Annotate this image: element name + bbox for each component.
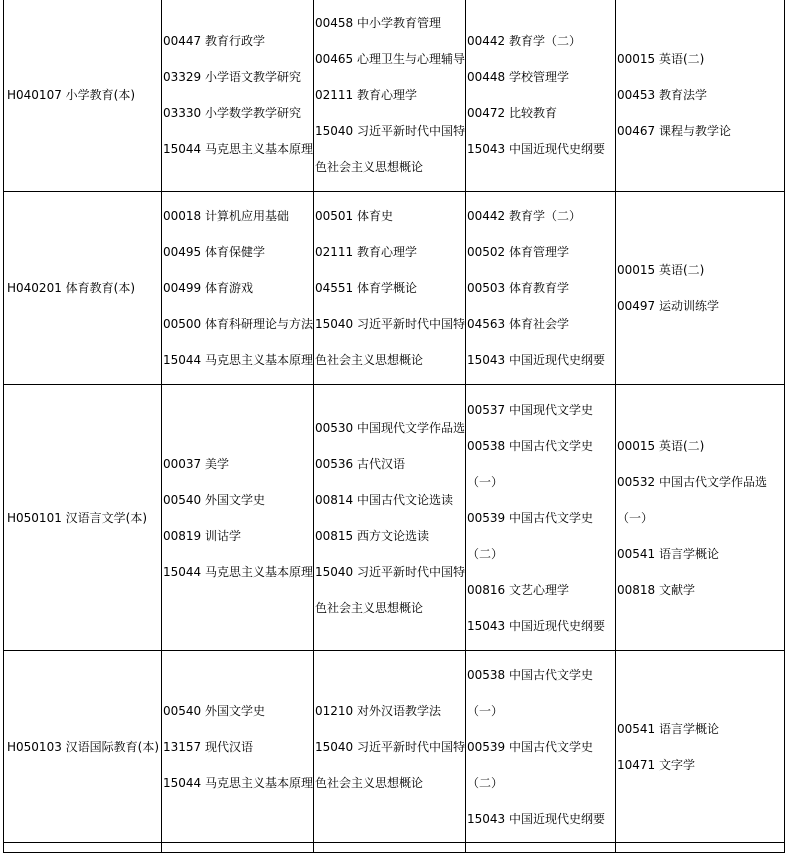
course-line: 00502 体育管理学: [467, 245, 569, 259]
course-line: 00497 运动训练学: [617, 299, 719, 313]
course-line: （一）: [467, 703, 504, 718]
course-line: 00467 课程与教学论: [617, 124, 731, 138]
course-line: 15043 中国近现代史纲要: [467, 618, 605, 633]
course-line: 00539 中国古代文学史: [467, 739, 593, 754]
course-line: 00018 计算机应用基础: [163, 209, 289, 223]
course-line: 00472 比较教育: [467, 106, 557, 120]
course-line: 00442 教育学（二）: [467, 209, 581, 223]
course-line: 色社会主义思想概论: [315, 353, 424, 367]
course-line: 00015 英语(二): [617, 52, 705, 66]
course-line: 00819 训诂学: [163, 528, 241, 543]
course-cell: [314, 192, 466, 385]
course-line: 00465 心理卫生与心理辅导: [315, 52, 465, 66]
course-line: 00532 中国古代文学作品选: [617, 474, 767, 489]
course-line: 00037 美学: [163, 456, 229, 471]
course-line: 00453 教育法学: [617, 88, 707, 102]
course-line: 00442 教育学（二）: [467, 34, 581, 48]
course-line: 00818 文献学: [617, 582, 695, 597]
course-line: （一）: [617, 510, 654, 525]
course-line: 色社会主义思想概论: [315, 600, 424, 615]
course-line: 03330 小学数学教学研究: [163, 106, 301, 120]
course-line: 04551 体育学概论: [315, 281, 417, 295]
course-line: 15040 习近平新时代中国特: [315, 317, 465, 331]
course-cell: [466, 651, 616, 843]
table-row: [4, 843, 785, 853]
course-line: 00814 中国古代文论选读: [315, 492, 453, 507]
course-line: 00501 体育史: [315, 209, 393, 223]
course-line: 00015 英语(二): [617, 438, 705, 453]
course-table: [3, 0, 785, 853]
table-row: [4, 385, 785, 651]
course-line: 00458 中小学教育管理: [315, 16, 441, 30]
course-line: （二）: [467, 546, 504, 561]
course-line: 15043 中国近现代史纲要: [467, 353, 605, 367]
course-line: 00447 教育行政学: [163, 34, 265, 48]
empty-cell: [314, 843, 466, 853]
course-line: 色社会主义思想概论: [315, 775, 424, 790]
course-line: 00538 中国古代文学史: [467, 667, 593, 682]
course-line: 00541 语言学概论: [617, 721, 719, 736]
table-row: [4, 192, 785, 385]
course-line: （二）: [467, 775, 504, 790]
course-line: 01210 对外汉语教学法: [315, 703, 441, 718]
course-line: 00448 学校管理学: [467, 70, 569, 84]
course-line: 13157 现代汉语: [163, 739, 253, 754]
course-cell: [616, 0, 785, 192]
course-line: 15043 中国近现代史纲要: [467, 811, 605, 826]
course-cell: [616, 651, 785, 843]
course-line: 00503 体育教育学: [467, 281, 569, 295]
course-line: 15040 习近平新时代中国特: [315, 739, 465, 754]
course-line: 色社会主义思想概论: [315, 160, 424, 174]
empty-cell: [616, 843, 785, 853]
course-line: 00500 体育科研理论与方法: [163, 317, 313, 331]
course-line: 00536 古代汉语: [315, 456, 405, 471]
course-line: 00537 中国现代文学史: [467, 402, 593, 417]
course-line: 02111 教育心理学: [315, 245, 417, 259]
course-line: 15044 马克思主义基本原理: [163, 353, 313, 367]
course-cell: [162, 192, 314, 385]
empty-cell: [162, 843, 314, 853]
course-cell: [466, 0, 616, 192]
table-row: [4, 0, 785, 192]
course-line: 00541 语言学概论: [617, 546, 719, 561]
course-line: 00538 中国古代文学史: [467, 438, 593, 453]
course-line: 15044 马克思主义基本原理: [163, 775, 313, 790]
table-row: [4, 651, 785, 843]
empty-cell: [4, 843, 162, 853]
major-cell: H040201 体育教育(本): [4, 192, 162, 385]
course-line: 00540 外国文学史: [163, 492, 265, 507]
course-cell: [616, 385, 785, 651]
course-cell: [466, 192, 616, 385]
course-cell: [616, 192, 785, 385]
course-line: 00495 体育保健学: [163, 245, 265, 259]
major-cell: H050103 汉语国际教育(本): [4, 651, 162, 843]
course-line: （一）: [467, 474, 504, 489]
course-line: 03329 小学语文教学研究: [163, 70, 301, 84]
course-line: 00816 文艺心理学: [467, 582, 569, 597]
course-line: 04563 体育社会学: [467, 317, 569, 331]
major-cell: H040107 小学教育(本): [4, 0, 162, 192]
course-line: 00530 中国现代文学作品选: [315, 420, 465, 435]
course-line: 15044 马克思主义基本原理: [163, 564, 313, 579]
course-line: 00539 中国古代文学史: [467, 510, 593, 525]
course-cell: [162, 0, 314, 192]
course-line: 15040 习近平新时代中国特: [315, 564, 465, 579]
major-cell: H050101 汉语言文学(本): [4, 385, 162, 651]
course-line: 00499 体育游戏: [163, 281, 253, 295]
course-line: 02111 教育心理学: [315, 88, 417, 102]
course-line: 15044 马克思主义基本原理: [163, 142, 313, 156]
course-cell: [466, 385, 616, 651]
course-cell: [162, 651, 314, 843]
course-line: 00540 外国文学史: [163, 703, 265, 718]
course-line: 00815 西方文论选读: [315, 528, 429, 543]
course-cell: [314, 0, 466, 192]
course-cell: [314, 385, 466, 651]
course-cell: [162, 385, 314, 651]
course-line: 15040 习近平新时代中国特: [315, 124, 465, 138]
course-line: 00015 英语(二): [617, 263, 705, 277]
course-line: 15043 中国近现代史纲要: [467, 142, 605, 156]
course-cell: [314, 651, 466, 843]
course-line: 10471 文字学: [617, 757, 695, 772]
empty-cell: [466, 843, 616, 853]
